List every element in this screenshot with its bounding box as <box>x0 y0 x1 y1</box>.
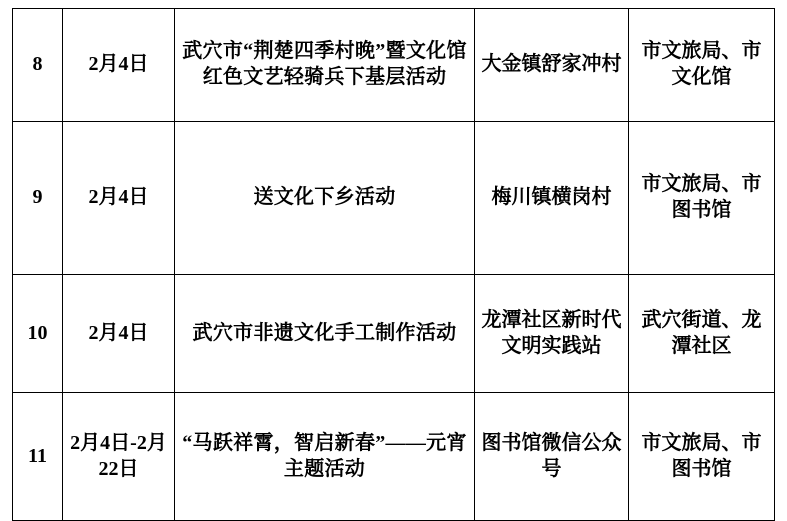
row-activity-name: “马跃祥霄，智启新春”——元宵主题活动 <box>175 393 475 521</box>
row-organizer: 市文旅局、市图书馆 <box>629 122 775 275</box>
table-row <box>13 122 775 275</box>
row-date: 2月4日 <box>63 9 175 122</box>
row-date: 2月4日 <box>63 275 175 393</box>
row-organizer: 市文旅局、市图书馆 <box>629 393 775 521</box>
row-activity-name: 送文化下乡活动 <box>175 122 475 275</box>
table-row <box>13 393 775 521</box>
row-date: 2月4日-2月22日 <box>63 393 175 521</box>
row-index: 10 <box>13 275 63 393</box>
row-index: 9 <box>13 122 63 275</box>
row-activity-name: 武穴市“荆楚四季村晚”暨文化馆红色文艺轻骑兵下基层活动 <box>175 9 475 122</box>
table-body <box>13 9 775 521</box>
row-organizer: 市文旅局、市文化馆 <box>629 9 775 122</box>
activity-schedule-table <box>12 8 775 521</box>
row-index: 11 <box>13 393 63 521</box>
row-date: 2月4日 <box>63 122 175 275</box>
table-row <box>13 275 775 393</box>
row-activity-place: 图书馆微信公众号 <box>475 393 629 521</box>
row-activity-place: 梅川镇横岗村 <box>475 122 629 275</box>
row-activity-place: 龙潭社区新时代文明实践站 <box>475 275 629 393</box>
table-row <box>13 9 775 122</box>
row-activity-place: 大金镇舒家冲村 <box>475 9 629 122</box>
row-organizer: 武穴街道、龙潭社区 <box>629 275 775 393</box>
row-activity-name: 武穴市非遗文化手工制作活动 <box>175 275 475 393</box>
row-index: 8 <box>13 9 63 122</box>
